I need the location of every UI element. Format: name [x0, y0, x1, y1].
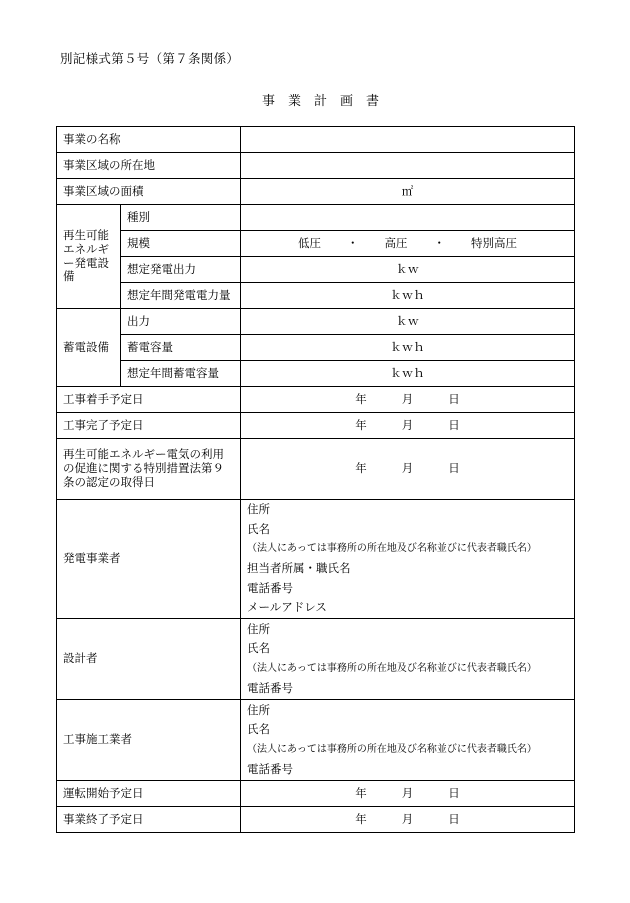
table-row — [57, 387, 575, 413]
table-row — [57, 127, 575, 153]
scale-option-extra-high[interactable]: 特別高圧 — [471, 235, 517, 250]
phone-label: 電話番号 — [247, 580, 293, 595]
construction-end-date-field[interactable] — [241, 413, 575, 439]
email-label: メールアドレス — [247, 600, 327, 615]
phone-label: 電話番号 — [247, 680, 293, 695]
designer-details-field[interactable] — [241, 619, 575, 700]
corporate-note: （法人にあっては事務所の所在地及び名称並びに代表者職氏名） — [247, 662, 537, 674]
row-label: 想定発電出力 — [121, 257, 241, 283]
table-row — [57, 807, 575, 833]
row-label: 設計者 — [57, 619, 241, 700]
unit-label: ｋｗｈ — [390, 365, 425, 380]
year-label: 年 — [355, 785, 367, 800]
contractor-details-field[interactable] — [241, 700, 575, 781]
day-label: 日 — [448, 785, 460, 800]
row-label: 事業区域の所在地 — [57, 153, 241, 179]
scale-option-low[interactable]: 低圧 — [298, 235, 321, 250]
year-label: 年 — [355, 417, 367, 432]
operation-start-date-field[interactable] — [241, 781, 575, 807]
year-label: 年 — [355, 461, 367, 476]
storage-output-field[interactable] — [241, 309, 575, 335]
area-unit: ㎡ — [401, 183, 414, 198]
table-row — [57, 500, 575, 619]
day-label: 日 — [448, 461, 460, 476]
name-label: 氏名 — [247, 722, 270, 737]
table-row — [57, 153, 575, 179]
corporate-note: （法人にあっては事務所の所在地及び名称並びに代表者職氏名） — [247, 543, 537, 555]
type-field[interactable] — [241, 205, 575, 231]
storage-group-label: 蓄電設備 — [57, 309, 121, 387]
name-label: 氏名 — [247, 521, 270, 536]
contact-person-label: 担当者所属・職氏名 — [247, 561, 351, 576]
table-row — [57, 700, 575, 781]
form-number-note: 別記様式第５号（第７条関係） — [60, 51, 240, 66]
address-label: 住所 — [247, 702, 270, 717]
year-label: 年 — [355, 811, 367, 826]
storage-capacity-field[interactable] — [241, 335, 575, 361]
location-field[interactable] — [241, 153, 575, 179]
scale-separator: ・ — [433, 235, 445, 250]
operator-details-field[interactable] — [241, 500, 575, 619]
name-label: 氏名 — [247, 641, 270, 656]
row-label: 再生可能エネルギー電気の利用の促進に関する特別措置法第９条の認定の取得日 — [57, 439, 241, 500]
table-row — [57, 231, 575, 257]
table-row — [57, 257, 575, 283]
row-label: 工事完了予定日 — [57, 413, 241, 439]
address-label: 住所 — [247, 502, 270, 517]
table-row — [57, 361, 575, 387]
day-label: 日 — [448, 811, 460, 826]
row-label: 工事施工業者 — [57, 700, 241, 781]
construction-start-date-field[interactable] — [241, 387, 575, 413]
unit-label: ｋｗ — [396, 261, 419, 276]
row-label: 出力 — [121, 309, 241, 335]
business-plan-table — [56, 126, 575, 833]
corporate-note: （法人にあっては事務所の所在地及び名称並びに代表者職氏名） — [247, 743, 537, 755]
row-label: 想定年間発電電力量 — [121, 283, 241, 309]
certification-date-field[interactable] — [241, 439, 575, 500]
table-row — [57, 309, 575, 335]
renewable-group-label: 再生可能エネルギー発電設備 — [57, 205, 121, 309]
row-label: 事業区域の面積 — [57, 179, 241, 205]
scale-field[interactable] — [241, 231, 575, 257]
unit-label: ｋｗｈ — [390, 339, 425, 354]
table-row — [57, 413, 575, 439]
unit-label: ｋｗ — [396, 313, 419, 328]
month-label: 月 — [401, 461, 414, 476]
row-label: 事業の名称 — [57, 127, 241, 153]
row-label: 想定年間蓄電容量 — [121, 361, 241, 387]
table-row — [57, 619, 575, 700]
output-field[interactable] — [241, 257, 575, 283]
day-label: 日 — [448, 391, 460, 406]
row-label: 種別 — [121, 205, 241, 231]
month-label: 月 — [401, 811, 414, 826]
table-row — [57, 439, 575, 500]
row-label: 工事着手予定日 — [57, 387, 241, 413]
annual-generation-field[interactable] — [241, 283, 575, 309]
unit-label: ｋｗｈ — [390, 287, 425, 302]
row-label: 蓄電容量 — [121, 335, 241, 361]
scale-separator: ・ — [347, 235, 359, 250]
business-name-field[interactable] — [241, 127, 575, 153]
table-row — [57, 781, 575, 807]
phone-label: 電話番号 — [247, 761, 293, 776]
row-label: 運転開始予定日 — [57, 781, 241, 807]
row-label: 規模 — [121, 231, 241, 257]
area-field[interactable] — [241, 179, 575, 205]
table-row — [57, 335, 575, 361]
table-row — [57, 205, 575, 231]
annual-storage-field[interactable] — [241, 361, 575, 387]
day-label: 日 — [448, 417, 460, 432]
month-label: 月 — [401, 785, 414, 800]
row-label: 発電事業者 — [57, 500, 241, 619]
table-row — [57, 283, 575, 309]
month-label: 月 — [401, 391, 414, 406]
month-label: 月 — [401, 417, 414, 432]
address-label: 住所 — [247, 621, 270, 636]
year-label: 年 — [355, 391, 367, 406]
business-end-date-field[interactable] — [241, 807, 575, 833]
scale-option-high[interactable]: 高圧 — [384, 235, 408, 250]
document-title: 事業計画書 — [262, 94, 393, 109]
table-row — [57, 179, 575, 205]
row-label: 事業終了予定日 — [57, 807, 241, 833]
